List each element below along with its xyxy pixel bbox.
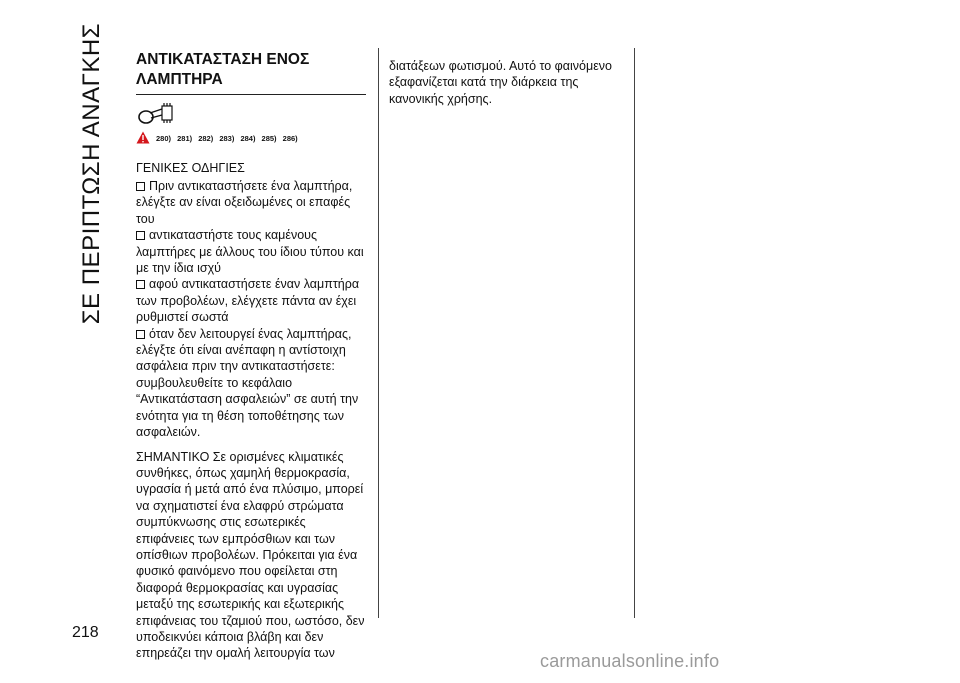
section-title-line2: ΛΑΜΠΤΗΡΑ bbox=[136, 71, 223, 88]
continuation-paragraph: διατάξεων φωτισμού. Αυτό το φαινόμενο εξαφανίζεται κατά την διάρκεια της κανονικής χρήσης. bbox=[389, 59, 612, 106]
checkbox-bullet-icon bbox=[136, 231, 145, 240]
warning-references bbox=[136, 131, 366, 146]
side-chapter-title bbox=[72, 22, 112, 324]
warning-ref[interactable]: 281) bbox=[177, 134, 193, 143]
warning-ref[interactable]: 282) bbox=[198, 134, 214, 143]
checkbox-bullet-icon bbox=[136, 330, 145, 339]
section-title bbox=[136, 50, 366, 90]
bulb-icon-row bbox=[136, 105, 366, 129]
side-chapter-title-text: ΣΕ ΠΕΡΙΠΤΩΣΗ ΑΝΑΓΚΗΣ bbox=[78, 22, 105, 324]
title-divider bbox=[136, 94, 366, 95]
warning-ref[interactable]: 286) bbox=[282, 134, 298, 143]
checkbox-bullet-icon bbox=[136, 280, 145, 289]
section-title-line1: ΑΝΤΙΚΑΤΑΣΤΑΣΗ ΕΝΟΣ bbox=[136, 51, 310, 68]
column-divider bbox=[378, 48, 379, 618]
important-paragraph: ΣΗΜΑΝΤΙΚΟ Σε ορισμένες κλιματικές συνθήκες, όπως χαμηλή θερμοκρασία, υγρασία ή μετά από ένα πλύσιμο, μπορεί να σχηματιστεί ένα ελαφρύ στρώματα συμπύκνωσης στις εσωτερικές επιφάνειες των εμπρόσθιων και των οπίσθιων προβολέων. Πρόκειται για ένα φυσικό φαινόμενο που οφείλεται στη διαφορά θερμοκρασίας και υγρασίας μεταξύ της εσωτερικής και εξωτερικής επιφάνειας του τζαμιού που, ωστόσο, δεν υποδεικνύει κάποια βλάβη και δεν επηρεάζει την ομαλή λειτουργία των bbox=[136, 449, 365, 661]
bullet-text: Πριν αντικαταστήσετε ένα λαμπτήρα, ελέγξτε αν είναι οξειδωμένες οι επαφές του bbox=[136, 179, 353, 226]
warning-ref-list bbox=[156, 134, 302, 143]
bulb-icon bbox=[136, 103, 176, 132]
subsection-heading: ΓΕΝΙΚΕΣ ΟΔΗΓΙΕΣ bbox=[136, 161, 245, 175]
warning-ref[interactable]: 280) bbox=[156, 134, 172, 143]
warning-triangle-icon bbox=[136, 131, 150, 146]
column-divider bbox=[634, 48, 635, 618]
page-number: 218 bbox=[72, 624, 99, 641]
bullet-list bbox=[136, 178, 366, 441]
warning-ref[interactable]: 285) bbox=[261, 134, 277, 143]
bullet-text: αφού αντικαταστήσετε έναν λαμπτήρα των προβολέων, ελέγχετε πάντα αν έχει ρυθμιστεί σωστά bbox=[136, 277, 360, 325]
right-column bbox=[389, 58, 629, 107]
checkbox-bullet-icon bbox=[136, 182, 145, 191]
warning-ref[interactable]: 284) bbox=[240, 134, 256, 143]
watermark: carmanualsonline.info bbox=[540, 651, 720, 671]
bullet-item bbox=[136, 227, 366, 276]
left-column bbox=[136, 50, 366, 662]
bullet-item bbox=[136, 326, 366, 441]
bullet-text: όταν δεν λειτουργεί ένας λαμπτήρας, ελέγξτε ότι είναι ανέπαφη η αντίστοιχη ασφάλεια πριν την αντικαταστήσετε: συμβουλευθείτε το κεφάλαιο “Αντικατάσταση ασφαλειών” σε αυτή την ενότητα για τη θέση τοποθέτησης των ασφαλειών. bbox=[136, 326, 359, 440]
bullet-item bbox=[136, 276, 366, 325]
bullet-item bbox=[136, 178, 366, 227]
warning-ref[interactable]: 283) bbox=[219, 134, 235, 143]
bullet-text: αντικαταστήστε τους καμένους λαμπτήρες με άλλους του ίδιου τύπου και με την ίδια ισχύ bbox=[136, 228, 364, 276]
